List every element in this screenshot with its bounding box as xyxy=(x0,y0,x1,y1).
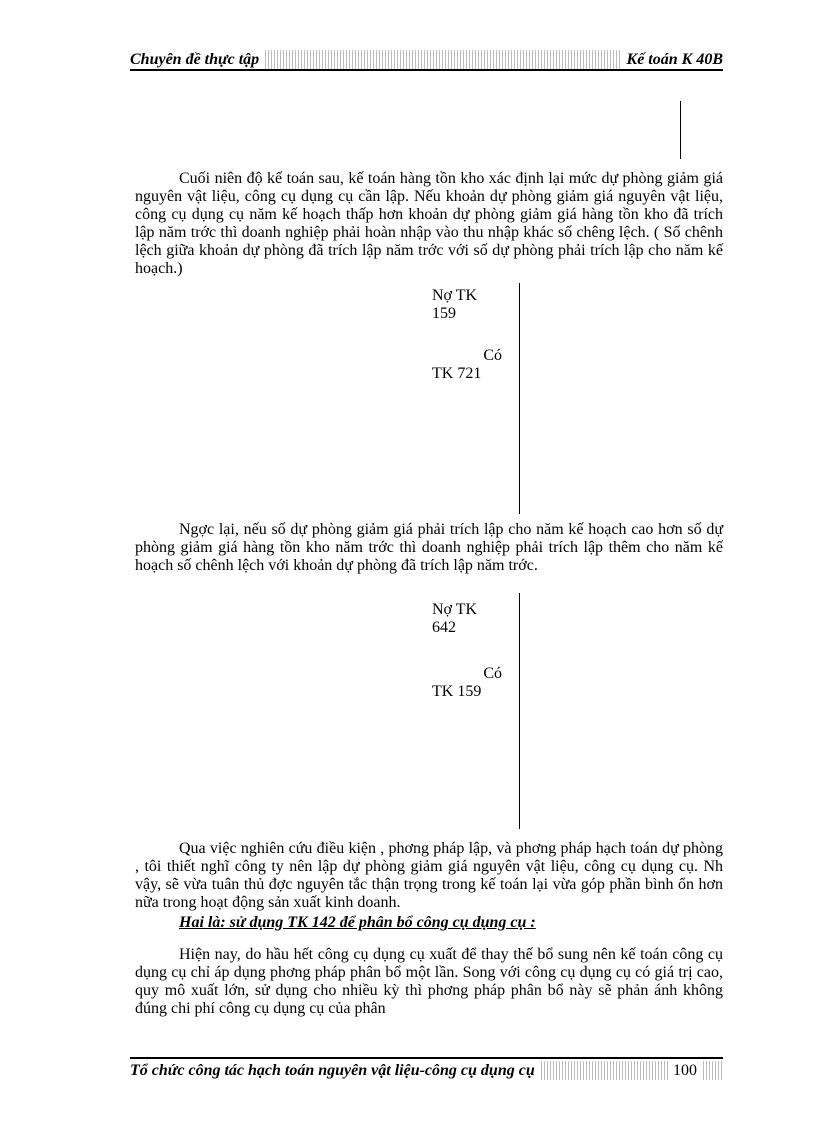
footer-title: Tổ chức công tác hạch toán nguyên vật liệu-công cụ dụng cụ xyxy=(130,1061,541,1080)
entry-1-credit-line1: Có xyxy=(483,347,502,364)
entry-2-credit-line2: TK 159 xyxy=(432,683,482,700)
entry-2-debit-line1: Nợ TK xyxy=(432,601,478,618)
paragraph-3: Qua việc nghiên cứu điều kiện , phơng pháp lập, và phơng pháp hạch toán dự phòng , tôi thiết nghĩ công ty nên lập dự phòng giảm giá nguyên vật liệu, công cụ dụng cụ. Nh vậy, sẽ vừa tuân thủ đợc nguyên tắc thận trọng trong kế toán lại vừa góp phần bình ổn hơn nữa trong hoạt động sản xuất kinh doanh. xyxy=(135,840,723,911)
page-number: 100 xyxy=(669,1061,701,1080)
header-left-title: Chuyên đề thực tập xyxy=(130,50,265,69)
paragraph-4: Hiện nay, do hầu hết công cụ dụng cụ xuất để thay thế bổ sung nên kế toán công cụ dụng cụ chỉ áp dụng phơng pháp phân bổ một lần. Song với công cụ dụng cụ có giá trị cao, quy mô xuất lớn, sử dụng cho nhiều kỳ thì phơng pháp phân bổ này sẽ phản ánh không đúng chi phí công cụ dụng cụ của phân xyxy=(135,946,723,1017)
entry-2-credit-line1: Có xyxy=(483,665,502,682)
entry-2-credit xyxy=(432,665,502,701)
header-right-title: Kế toán K 40B xyxy=(621,50,723,69)
section-subheading: Hai là: sử dụng TK 142 để phân bổ công cụ dụng cụ : xyxy=(179,914,536,931)
page-footer xyxy=(130,1057,723,1081)
entry-1-credit-line2: TK 721 xyxy=(432,365,482,382)
paragraph-1: Cuối niên độ kế toán sau, kế toán hàng tồn kho xác định lại mức dự phòng giảm giá nguyên vật liệu, công cụ dụng cụ cần lập. Nếu khoản dự phòng giảm giá nguyên vật liệu, công cụ dụng cụ năm kế hoạch thấp hơn khoản dự phòng giảm giá hàng tồn kho đã trích lập năm trớc thì doanh nghiệp phải hoàn nhập vào thu nhập khác số chêng lệch. ( Số chênh lệch giữa khoản dự phòng đã trích lập năm trớc với số dự phòng phải trích lập cho năm kế hoạch.) xyxy=(135,170,723,277)
entry-1-debit xyxy=(432,287,477,323)
entry-1-debit-line1: Nợ TK xyxy=(432,287,478,304)
page-header xyxy=(130,50,723,69)
t-account-line-2 xyxy=(519,593,520,829)
entry-1-credit xyxy=(432,347,502,383)
paragraph-2: Ngợc lại, nếu số dự phòng giảm giá phải trích lập cho năm kế hoạch cao hơn số dự phòng giảm giá hàng tồn kho năm trớc thì doanh nghiệp phải trích lập thêm cho năm kế hoạch số chênh lệch với khoản dự phòng đã trích lập năm trớc. xyxy=(135,521,723,574)
entry-2-debit xyxy=(432,601,477,637)
t-account-line-1 xyxy=(519,283,520,514)
footer-rule xyxy=(130,1057,723,1059)
header-rule xyxy=(130,69,723,71)
entry-2-debit-line2: 642 xyxy=(432,619,456,636)
t-account-line-top xyxy=(680,101,681,159)
entry-1-debit-line2: 159 xyxy=(432,305,456,322)
